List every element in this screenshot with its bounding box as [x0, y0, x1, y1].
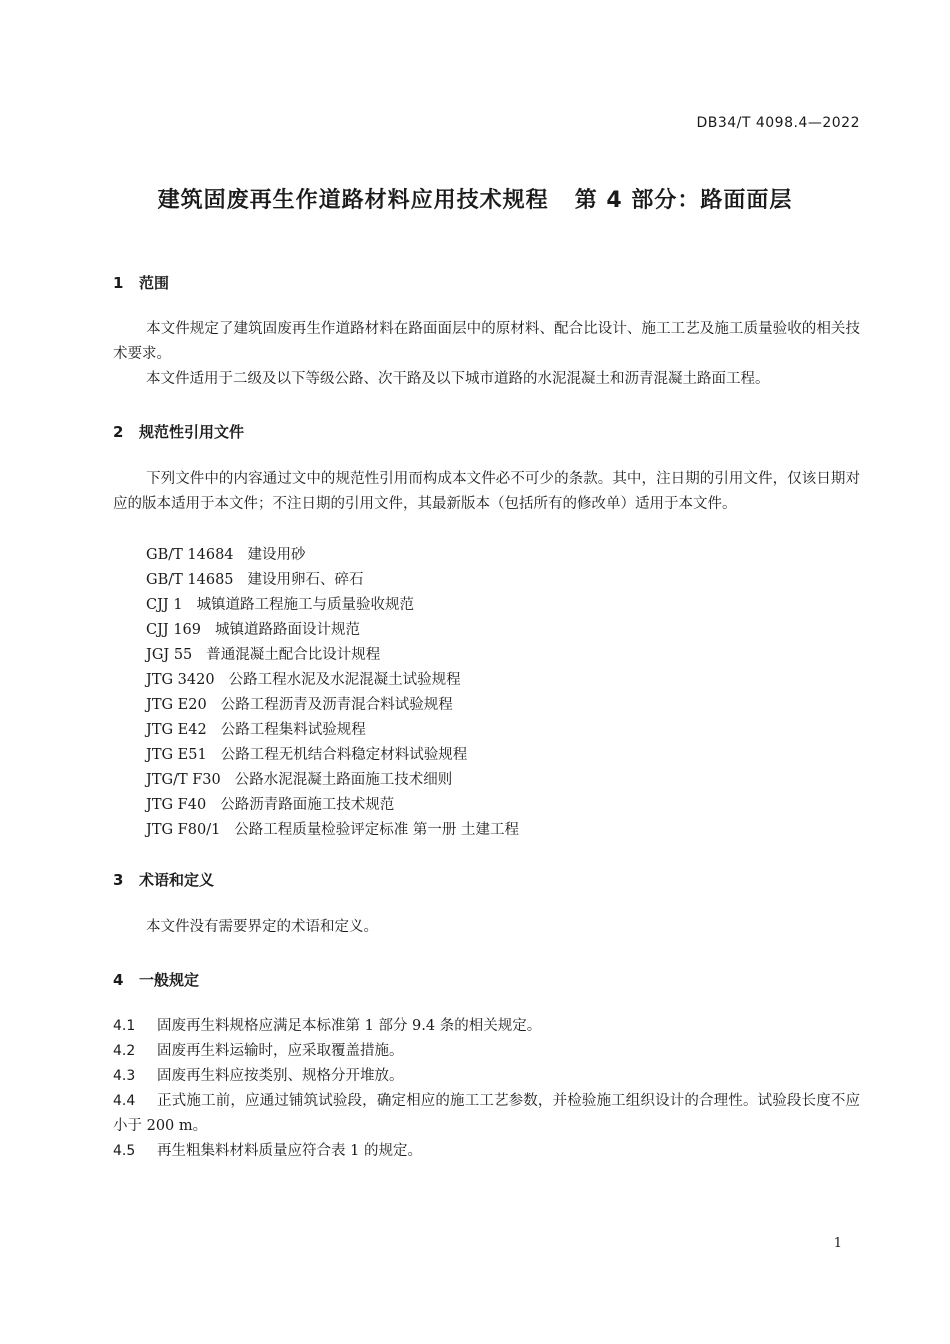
document-title	[0, 183, 950, 214]
clause-number: 4.1	[113, 1018, 136, 1034]
page-number: 1	[833, 1236, 842, 1251]
reference-item	[146, 543, 519, 568]
reference-name: 城镇道路路面设计规范	[215, 622, 361, 638]
clause-text: 固废再生料运输时，应采取覆盖措施。	[157, 1043, 404, 1059]
standard-code: DB34/T 4098.4—2022	[696, 115, 860, 131]
reference-code: JTG F80/1	[146, 822, 221, 838]
reference-code: JTG 3420	[146, 672, 215, 688]
clause-4-2	[113, 1039, 860, 1064]
reference-code: GB/T 14684	[146, 547, 234, 563]
reference-item	[146, 643, 519, 668]
reference-code: JTG E20	[146, 697, 207, 713]
reference-item	[146, 693, 519, 718]
reference-code: JGJ 55	[146, 647, 193, 663]
clause-text: 固废再生料应按类别、规格分开堆放。	[157, 1068, 404, 1084]
reference-item	[146, 618, 519, 643]
reference-name: 公路工程集料试验规程	[220, 722, 366, 738]
title-part: 第 4 部分：路面面层	[574, 188, 793, 213]
reference-code: JTG/T F30	[146, 772, 221, 788]
reference-name: 建设用卵石、碎石	[247, 572, 364, 588]
reference-item	[146, 593, 519, 618]
reference-name: 公路工程质量检验评定标准 第一册 土建工程	[234, 822, 520, 838]
reference-item	[146, 568, 519, 593]
section-2-paragraph-1: 下列文件中的内容通过文中的规范性引用而构成本文件必不可少的条款。其中，注日期的引用文件，仅该日期对应的版本适用于本文件；不注日期的引用文件，其最新版本（包括所有的修改单）适用于本文件。	[113, 471, 860, 512]
reference-item	[146, 793, 519, 818]
reference-name: 建设用砂	[247, 547, 306, 563]
section-3-paragraph-1: 本文件没有需要界定的术语和定义。	[146, 919, 378, 935]
clause-4-1	[113, 1014, 860, 1039]
reference-item	[146, 743, 519, 768]
section-title: 范围	[139, 274, 170, 292]
clause-number: 4.5	[113, 1143, 136, 1159]
reference-name: 公路工程沥青及沥青混合料试验规程	[220, 697, 453, 713]
section-1-paragraph-2: 本文件适用于二级及以下等级公路、次干路及以下城市道路的水泥混凝土和沥青混凝土路面工程。	[146, 371, 770, 387]
clause-number: 4.2	[113, 1043, 136, 1059]
reference-item	[146, 718, 519, 743]
reference-name: 公路沥青路面施工技术规范	[220, 797, 395, 813]
section-number: 3	[113, 871, 124, 889]
reference-code: JTG F40	[146, 797, 207, 813]
section-title: 一般规定	[139, 971, 200, 989]
clause-4-5	[113, 1139, 860, 1164]
section-heading-1	[113, 272, 169, 293]
reference-code: CJJ 1	[146, 597, 183, 613]
reference-code: JTG E51	[146, 747, 207, 763]
section-title: 术语和定义	[139, 871, 215, 889]
reference-name: 城镇道路工程施工与质量验收规范	[196, 597, 415, 613]
section-heading-4	[113, 969, 199, 990]
clause-text: 再生粗集料材料质量应符合表 1 的规定。	[157, 1143, 422, 1159]
section-1-paragraph-1: 本文件规定了建筑固废再生作道路材料在路面面层中的原材料、配合比设计、施工工艺及施工质量验收的相关技术要求。	[113, 321, 860, 362]
reference-code: GB/T 14685	[146, 572, 234, 588]
title-main: 建筑固废再生作道路材料应用技术规程	[157, 188, 549, 213]
reference-item	[146, 768, 519, 793]
section-number: 4	[113, 971, 124, 989]
reference-code: CJJ 169	[146, 622, 202, 638]
clause-4-4	[113, 1089, 860, 1139]
section-number: 2	[113, 423, 124, 441]
section-title: 规范性引用文件	[139, 423, 245, 441]
clause-text: 固废再生料规格应满足本标准第 1 部分 9.4 条的相关规定。	[157, 1018, 542, 1034]
reference-name: 公路工程水泥及水泥混凝土试验规程	[228, 672, 461, 688]
clause-4-3	[113, 1064, 860, 1089]
reference-list	[146, 543, 519, 843]
section-heading-3	[113, 869, 214, 890]
clause-number: 4.3	[113, 1068, 136, 1084]
reference-item	[146, 818, 519, 843]
clause-number: 4.4	[113, 1093, 136, 1109]
clause-text: 正式施工前，应通过铺筑试验段，确定相应的施工工艺参数，并检验施工组织设计的合理性。试验段长度不应小于 200 m。	[113, 1093, 860, 1134]
reference-name: 公路工程无机结合料稳定材料试验规程	[220, 747, 468, 763]
section-heading-2	[113, 421, 244, 442]
reference-code: JTG E42	[146, 722, 207, 738]
reference-item	[146, 668, 519, 693]
section-number: 1	[113, 274, 124, 292]
reference-name: 普通混凝土配合比设计规程	[206, 647, 381, 663]
reference-name: 公路水泥混凝土路面施工技术细则	[234, 772, 453, 788]
